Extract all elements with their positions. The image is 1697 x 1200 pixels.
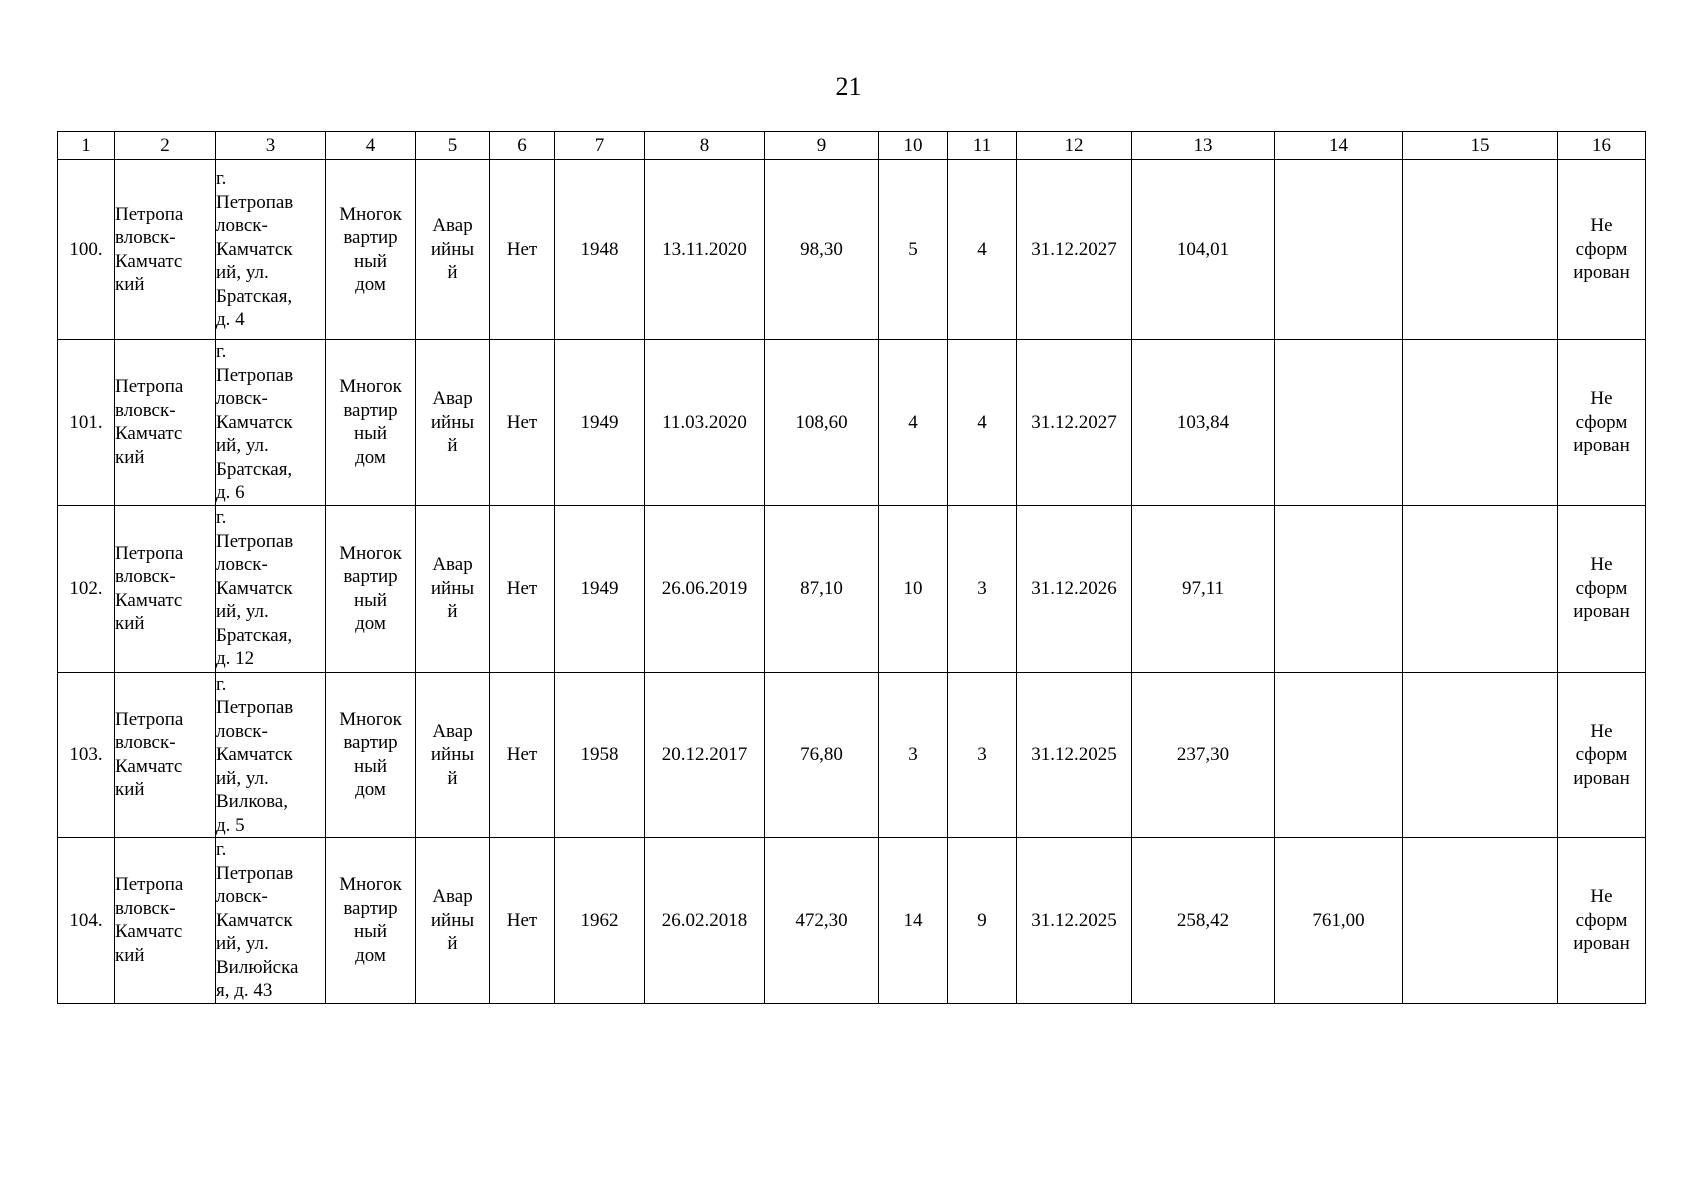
residents-cell: 10 bbox=[879, 505, 948, 672]
status-line: й bbox=[447, 933, 458, 954]
recognition-date-cell: 11.03.2020 bbox=[645, 340, 765, 506]
note-line: ирован bbox=[1573, 933, 1630, 954]
note-line: Не bbox=[1590, 388, 1613, 409]
table-row bbox=[58, 672, 1646, 838]
municipality-line: Камчатс bbox=[115, 250, 183, 272]
deadline-cell: 31.12.2025 bbox=[1017, 838, 1132, 1004]
residents-cell: 14 bbox=[879, 838, 948, 1004]
building-type-cell bbox=[326, 672, 416, 838]
recognition-date-cell: 26.06.2019 bbox=[645, 505, 765, 672]
building-type-line: ный bbox=[353, 250, 388, 272]
address-line: ий, ул. bbox=[216, 933, 269, 954]
address-line: ловск- bbox=[216, 388, 268, 409]
column-number-header: 5 bbox=[416, 132, 490, 160]
row-number: 101. bbox=[58, 340, 115, 506]
column-number-header: 3 bbox=[216, 132, 326, 160]
rooms-cell: 4 bbox=[948, 340, 1017, 506]
address-line: ий, ул. bbox=[216, 767, 269, 789]
column-14-cell bbox=[1275, 505, 1403, 672]
building-type-line: Многок bbox=[339, 708, 402, 730]
status-line: й bbox=[447, 601, 458, 623]
column-13-cell: 97,11 bbox=[1132, 505, 1275, 672]
column-number-header: 13 bbox=[1132, 132, 1275, 160]
note-line: ирован bbox=[1573, 767, 1630, 789]
building-type-line: ный bbox=[353, 755, 388, 777]
address-line: ловск- bbox=[216, 215, 268, 237]
building-type-line: дом bbox=[355, 944, 386, 966]
column-13-cell: 104,01 bbox=[1132, 160, 1275, 340]
status-line: Авар bbox=[432, 554, 473, 576]
building-type-line: дом bbox=[355, 274, 386, 295]
address-line: Камчатск bbox=[216, 577, 293, 599]
address-line: Камчатск bbox=[216, 238, 293, 260]
municipality-line: Петропа bbox=[115, 376, 184, 398]
municipality-line: Камчатс bbox=[115, 589, 183, 611]
note-line: сформ bbox=[1575, 909, 1628, 931]
note-line: сформ bbox=[1575, 577, 1628, 599]
municipality-line: кий bbox=[115, 944, 145, 966]
municipality-line: Камчатс bbox=[115, 921, 183, 943]
column-number-header: 9 bbox=[765, 132, 879, 160]
rooms-cell: 3 bbox=[948, 505, 1017, 672]
status-cell bbox=[416, 340, 490, 506]
note-cell bbox=[1558, 838, 1646, 1004]
address-cell bbox=[216, 340, 326, 506]
municipality-line: Камчатс bbox=[115, 423, 183, 445]
column-14-cell bbox=[1275, 672, 1403, 838]
note-line: Не bbox=[1590, 886, 1613, 907]
column-13-cell: 103,84 bbox=[1132, 340, 1275, 506]
flag-cell: Нет bbox=[490, 340, 555, 506]
flag-cell: Нет bbox=[490, 672, 555, 838]
address-line: ий, ул. bbox=[216, 435, 269, 456]
deadline-cell: 31.12.2026 bbox=[1017, 505, 1132, 672]
note-cell bbox=[1558, 160, 1646, 340]
address-line: г. bbox=[216, 168, 227, 190]
municipality-cell bbox=[115, 838, 216, 1004]
note-line: Не bbox=[1590, 215, 1613, 237]
status-line: ийны bbox=[430, 577, 475, 599]
status-cell bbox=[416, 838, 490, 1004]
building-type-line: ный bbox=[353, 921, 388, 943]
building-type-line: ный bbox=[353, 423, 388, 445]
status-cell bbox=[416, 160, 490, 340]
column-15-cell bbox=[1403, 340, 1558, 506]
row-number: 103. bbox=[58, 672, 115, 838]
address-line: Петропав bbox=[216, 530, 294, 552]
address-line: ловск- bbox=[216, 720, 268, 742]
table-row bbox=[58, 160, 1646, 340]
status-line: ийны bbox=[430, 411, 475, 433]
note-line: ирован bbox=[1573, 435, 1630, 456]
municipality-line: кий bbox=[115, 779, 145, 801]
table-row bbox=[58, 505, 1646, 672]
municipality-cell bbox=[115, 340, 216, 506]
municipality-line: Камчатс bbox=[115, 755, 183, 777]
building-type-line: Многок bbox=[339, 203, 402, 225]
page-number: 21 bbox=[835, 72, 862, 101]
address-line: Петропав bbox=[216, 191, 294, 213]
municipality-line: Петропа bbox=[115, 203, 184, 225]
row-number: 104. bbox=[58, 838, 115, 1004]
column-14-cell bbox=[1275, 160, 1403, 340]
deadline-cell: 31.12.2027 bbox=[1017, 340, 1132, 506]
building-type-line: вартир bbox=[343, 897, 398, 919]
note-cell bbox=[1558, 505, 1646, 672]
municipality-line: кий bbox=[115, 274, 145, 295]
column-15-cell bbox=[1403, 838, 1558, 1004]
column-15-cell bbox=[1403, 505, 1558, 672]
status-line: Авар bbox=[432, 388, 473, 409]
address-line: Камчатск bbox=[216, 909, 293, 931]
address-line: Петропав bbox=[216, 697, 294, 718]
municipality-line: кий bbox=[115, 446, 145, 468]
column-13-cell: 258,42 bbox=[1132, 838, 1275, 1004]
column-15-cell bbox=[1403, 672, 1558, 838]
address-line: г. bbox=[216, 839, 227, 860]
deadline-cell: 31.12.2025 bbox=[1017, 672, 1132, 838]
address-line: Братская, bbox=[216, 624, 293, 646]
deadline-cell: 31.12.2027 bbox=[1017, 160, 1132, 340]
status-line: ийны bbox=[430, 909, 475, 931]
housing-registry-table bbox=[57, 131, 1646, 1004]
building-type-cell bbox=[326, 505, 416, 672]
column-number-header: 16 bbox=[1558, 132, 1646, 160]
address-line: ловск- bbox=[216, 554, 268, 576]
column-14-cell: 761,00 bbox=[1275, 838, 1403, 1004]
municipality-line: Петропа bbox=[115, 708, 184, 730]
building-type-line: вартир bbox=[343, 566, 398, 587]
building-type-line: ный bbox=[353, 589, 388, 611]
municipality-line: Петропа bbox=[115, 542, 184, 564]
address-line: Братская, bbox=[216, 285, 293, 307]
address-line: Вилкова, bbox=[216, 791, 288, 812]
address-cell bbox=[216, 838, 326, 1004]
residents-cell: 3 bbox=[879, 672, 948, 838]
flag-cell: Нет bbox=[490, 505, 555, 672]
area-cell: 87,10 bbox=[765, 505, 879, 672]
year-cell: 1948 bbox=[555, 160, 645, 340]
column-number-header: 2 bbox=[115, 132, 216, 160]
address-line: Камчатск bbox=[216, 744, 293, 765]
building-type-cell bbox=[326, 838, 416, 1004]
address-line: ловск- bbox=[216, 886, 268, 907]
status-line: й bbox=[447, 435, 458, 456]
rooms-cell: 3 bbox=[948, 672, 1017, 838]
note-line: ирован bbox=[1573, 262, 1630, 284]
status-line: Авар bbox=[432, 886, 473, 907]
column-number-header: 7 bbox=[555, 132, 645, 160]
municipality-cell bbox=[115, 160, 216, 340]
building-type-line: Многок bbox=[339, 376, 402, 398]
address-line: ий, ул. bbox=[216, 262, 269, 284]
column-number-header: 1 bbox=[58, 132, 115, 160]
building-type-line: Многок bbox=[339, 874, 402, 896]
municipality-line: вловск- bbox=[115, 897, 176, 919]
year-cell: 1949 bbox=[555, 340, 645, 506]
column-number-header: 14 bbox=[1275, 132, 1403, 160]
status-cell bbox=[416, 505, 490, 672]
address-cell bbox=[216, 505, 326, 672]
building-type-cell bbox=[326, 160, 416, 340]
status-line: ийны bbox=[430, 238, 475, 260]
year-cell: 1958 bbox=[555, 672, 645, 838]
address-line: я, д. 43 bbox=[216, 980, 273, 1001]
column-number-header: 6 bbox=[490, 132, 555, 160]
address-line: Камчатск bbox=[216, 411, 293, 433]
address-line: д. 4 bbox=[216, 309, 245, 331]
rooms-cell: 4 bbox=[948, 160, 1017, 340]
municipality-cell bbox=[115, 505, 216, 672]
rooms-cell: 9 bbox=[948, 838, 1017, 1004]
column-number-header: 12 bbox=[1017, 132, 1132, 160]
municipality-line: вловск- bbox=[115, 227, 176, 248]
status-cell bbox=[416, 672, 490, 838]
year-cell: 1949 bbox=[555, 505, 645, 672]
recognition-date-cell: 26.02.2018 bbox=[645, 838, 765, 1004]
column-number-header: 8 bbox=[645, 132, 765, 160]
recognition-date-cell: 13.11.2020 bbox=[645, 160, 765, 340]
address-line: г. bbox=[216, 341, 227, 362]
note-line: Не bbox=[1590, 554, 1613, 576]
address-line: д. 12 bbox=[216, 648, 255, 670]
building-type-line: дом bbox=[355, 613, 386, 634]
building-type-cell bbox=[326, 340, 416, 506]
address-line: д. 6 bbox=[216, 482, 245, 503]
address-line: Петропав bbox=[216, 862, 294, 884]
note-line: сформ bbox=[1575, 744, 1628, 765]
column-number-header: 4 bbox=[326, 132, 416, 160]
note-line: сформ bbox=[1575, 238, 1628, 260]
column-number-header: 11 bbox=[948, 132, 1017, 160]
address-line: г. bbox=[216, 507, 227, 529]
note-line: сформ bbox=[1575, 411, 1628, 433]
flag-cell: Нет bbox=[490, 160, 555, 340]
year-cell: 1962 bbox=[555, 838, 645, 1004]
municipality-line: кий bbox=[115, 613, 145, 634]
area-cell: 98,30 bbox=[765, 160, 879, 340]
flag-cell: Нет bbox=[490, 838, 555, 1004]
building-type-line: вартир bbox=[343, 399, 398, 421]
address-cell bbox=[216, 672, 326, 838]
note-line: ирован bbox=[1573, 601, 1630, 623]
address-line: д. 5 bbox=[216, 814, 245, 836]
column-13-cell: 237,30 bbox=[1132, 672, 1275, 838]
column-number-row bbox=[58, 132, 1646, 160]
table-row bbox=[58, 838, 1646, 1004]
column-15-cell bbox=[1403, 160, 1558, 340]
area-cell: 108,60 bbox=[765, 340, 879, 506]
status-line: Авар bbox=[432, 215, 473, 237]
building-type-line: дом bbox=[355, 779, 386, 801]
status-line: ийны bbox=[430, 744, 475, 765]
note-line: Не bbox=[1590, 720, 1613, 742]
table-row bbox=[58, 340, 1646, 506]
address-line: Петропав bbox=[216, 364, 294, 386]
address-line: г. bbox=[216, 673, 227, 695]
column-14-cell bbox=[1275, 340, 1403, 506]
area-cell: 472,30 bbox=[765, 838, 879, 1004]
municipality-line: вловск- bbox=[115, 399, 176, 421]
status-line: Авар bbox=[432, 720, 473, 742]
municipality-cell bbox=[115, 672, 216, 838]
residents-cell: 4 bbox=[879, 340, 948, 506]
status-line: й bbox=[447, 767, 458, 789]
area-cell: 76,80 bbox=[765, 672, 879, 838]
building-type-line: Многок bbox=[339, 542, 402, 564]
row-number: 100. bbox=[58, 160, 115, 340]
recognition-date-cell: 20.12.2017 bbox=[645, 672, 765, 838]
note-cell bbox=[1558, 672, 1646, 838]
building-type-line: дом bbox=[355, 446, 386, 468]
address-line: ий, ул. bbox=[216, 601, 269, 623]
municipality-line: Петропа bbox=[115, 874, 184, 896]
column-number-header: 10 bbox=[879, 132, 948, 160]
municipality-line: вловск- bbox=[115, 732, 176, 754]
address-line: Вилюйска bbox=[216, 956, 299, 978]
column-number-header: 15 bbox=[1403, 132, 1558, 160]
note-cell bbox=[1558, 340, 1646, 506]
address-line: Братская, bbox=[216, 458, 293, 480]
building-type-line: вартир bbox=[343, 227, 398, 248]
address-cell bbox=[216, 160, 326, 340]
row-number: 102. bbox=[58, 505, 115, 672]
building-type-line: вартир bbox=[343, 732, 398, 754]
residents-cell: 5 bbox=[879, 160, 948, 340]
status-line: й bbox=[447, 262, 458, 284]
municipality-line: вловск- bbox=[115, 566, 176, 587]
